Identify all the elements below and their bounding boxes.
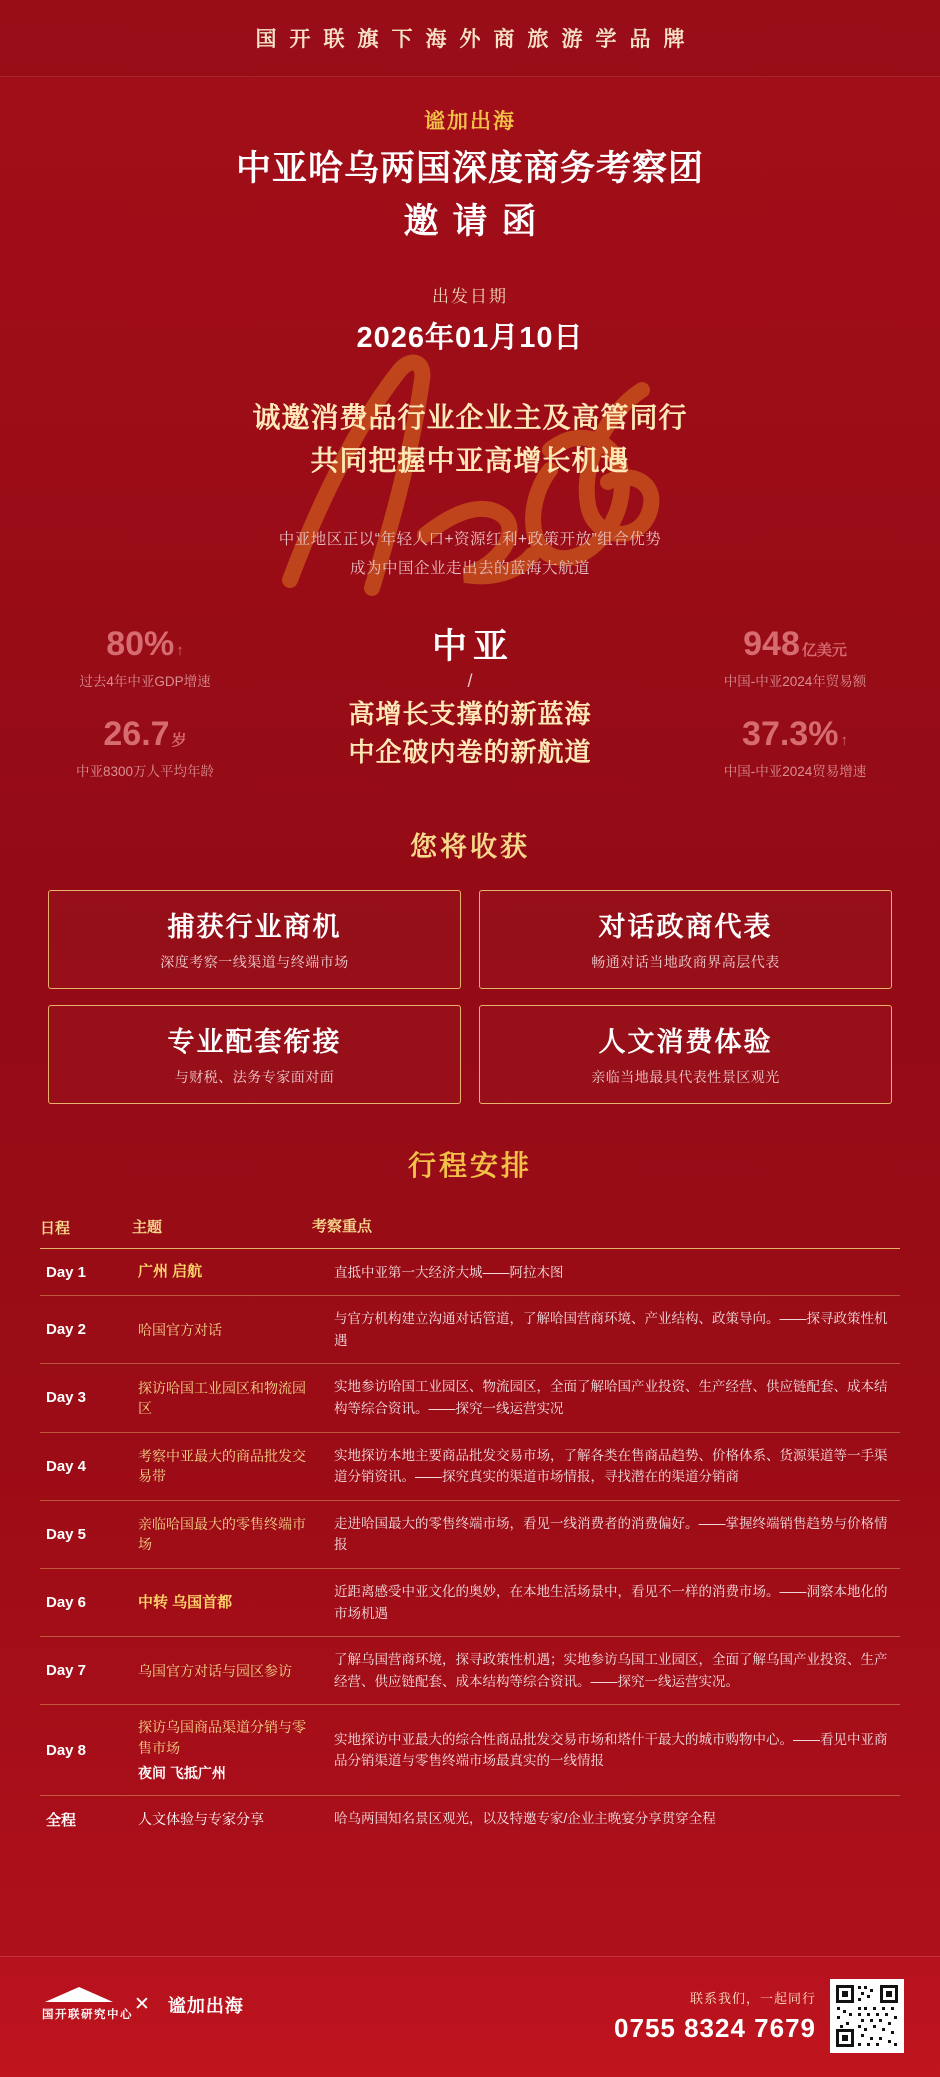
footer-brands (42, 1987, 244, 2022)
row-day: Day 6 (46, 1594, 87, 1612)
row-topic: 乌国官方对话与园区参访 (138, 1662, 292, 1679)
contact-label: 联系我们，一起同行 (689, 1991, 816, 2006)
row-focus: 实地探访本地主要商品批发交易市场，了解各类在售商品趋势、价格体系、货源渠道等一手渠道分销资讯。——探究真实的渠道市场情报，寻找潜在的渠道分销商 (334, 1447, 888, 1485)
header (0, 77, 940, 583)
table-row (40, 1433, 900, 1501)
column-header-topic: 主题 (132, 1218, 163, 1236)
center-claim-line-2: 中企破内卷的新航道 (348, 737, 592, 768)
page-subtitle: 邀请函 (403, 201, 551, 241)
row-day: 全程 (46, 1811, 77, 1829)
invitation-text (0, 396, 940, 483)
row-topic: 哈国官方对话 (138, 1321, 222, 1338)
row-day: Day 8 (46, 1741, 87, 1759)
schedule-table (40, 1206, 900, 1841)
stat-caption: 中国-中亚2024年贸易额 (723, 674, 867, 690)
row-focus: 实地探访中亚最大的综合性商品批发交易市场和塔什干最大的城市购物中心。——看见中亚商品分销渠道与零售终端市场最真实的一线情报 (334, 1731, 888, 1769)
stat-arrow: ↑ (840, 732, 848, 750)
row-focus: 直抵中亚第一大经济大城——阿拉木图 (334, 1264, 564, 1280)
table-row (40, 1296, 900, 1364)
row-day: Day 2 (46, 1321, 87, 1339)
row-day: Day 5 (46, 1525, 87, 1543)
invitation-line-1: 诚邀消费品行业企业主及高管同行 (252, 401, 688, 433)
stat-gdp-growth (30, 625, 260, 690)
row-day: Day 1 (46, 1263, 87, 1281)
table-row (40, 1705, 900, 1796)
stat-caption: 中亚8300万人平均年龄 (75, 764, 215, 780)
contact-phone[interactable]: 0755 8324 7679 (614, 2013, 816, 2043)
stat-trade-growth (680, 715, 910, 780)
benefit-card (479, 890, 892, 989)
row-topic: 探访哈国工业园区和物流园区 (138, 1379, 306, 1416)
center-claim (260, 619, 680, 771)
logo-label: 国开联研究中心 (42, 2009, 133, 2021)
benefit-card (48, 1005, 461, 1104)
stat-trade-volume (680, 625, 910, 690)
stat-value: 37.3% ↑ (742, 715, 848, 754)
row-topic: 探访乌国商品渠道分销与零售市场 夜间 飞抵广州 (138, 1705, 328, 1795)
table-row (40, 1796, 900, 1842)
lead-note (0, 525, 940, 584)
benefit-card (479, 1005, 892, 1104)
row-topic: 广州 启航 (138, 1263, 203, 1281)
roof-icon (45, 1987, 113, 2002)
stat-value: 80% ↑ (106, 625, 184, 664)
benefits-grid (48, 890, 892, 1104)
center-claim-divider: / (467, 671, 473, 692)
benefit-desc: 深度考察一线渠道与终端市场 (160, 954, 349, 971)
row-day: Day 3 (46, 1389, 87, 1407)
benefit-desc: 畅通对话当地政商界高层代表 (591, 954, 780, 971)
benefits-section-title: 您将收获 (410, 832, 530, 863)
stat-caption: 过去4年中亚GDP增速 (79, 674, 211, 690)
column-header-focus: 考察重点 (312, 1218, 373, 1236)
qr-code[interactable] (830, 1979, 904, 2053)
departure-label: 出发日期 (432, 286, 508, 306)
benefit-title: 对话政商代表 (598, 912, 773, 943)
row-focus: 近距离感受中亚文化的奥妙，在本地生活场景中，看见不一样的消费市场。——洞察本地化的市场机遇 (334, 1583, 888, 1621)
research-center-logo (42, 1987, 133, 2022)
stat-unit: 岁 (171, 732, 187, 750)
row-topic: 亲临哈国最大的零售终端市场 (138, 1516, 306, 1553)
departure-date: 2026年01月10日 (356, 321, 584, 354)
stat-value: 26.7 岁 (103, 715, 187, 754)
stat-value: 948 亿美元 (743, 625, 847, 664)
table-row (40, 1249, 900, 1296)
table-row (40, 1637, 900, 1705)
benefit-desc: 亲临当地最具代表性景区观光 (591, 1069, 780, 1086)
benefit-card (48, 890, 461, 989)
row-topic: 考察中亚最大的商品批发交易带 (138, 1447, 306, 1485)
row-focus: 与官方机构建立沟通对话管道，了解哈国营商环境、产业结构、政策导向。——探寻政策性机遇 (334, 1311, 888, 1348)
row-focus: 走进哈国最大的零售终端市场，看见一线消费者的消费偏好。——掌握终端销售趋势与价格情报 (334, 1515, 888, 1553)
top-banner-text: 国开联旗下海外商旅游学品牌 (255, 28, 698, 51)
stats-section (0, 619, 940, 799)
row-focus: 哈乌两国知名景区观光，以及特邀专家/企业主晚宴分享贯穿全程 (334, 1811, 716, 1827)
row-topic-extra: 夜间 飞抵广州 (138, 1764, 226, 1781)
contact-block (614, 1988, 816, 2044)
benefit-desc: 与财税、法务专家面对面 (174, 1069, 335, 1086)
table-row (40, 1364, 900, 1432)
invitation-line-2: 共同把握中亚高增长机遇 (310, 445, 630, 477)
benefit-title: 专业配套衔接 (167, 1027, 342, 1058)
center-claim-title: 中亚 (431, 627, 514, 667)
table-row (40, 1569, 900, 1637)
stat-unit: 亿美元 (801, 642, 847, 660)
lead-note-line-2: 成为中国企业走出去的蓝海大航道 (349, 560, 590, 578)
row-focus: 实地参访哈国工业园区、物流园区，全面了解哈国产业投资、生产经营、供应链配套、成本结构等综合资讯。——探究一线运营实况 (334, 1379, 888, 1416)
stat-caption: 中国-中亚2024贸易增速 (723, 764, 867, 780)
table-row (40, 1501, 900, 1569)
cross-icon: ✕ (134, 1994, 150, 2015)
footer-contact (614, 1979, 904, 2053)
schedule-section-title: 行程安排 (407, 1150, 532, 1182)
page-title: 中亚哈乌两国深度商务考察团 (235, 149, 704, 188)
benefit-title: 人文消费体验 (598, 1027, 773, 1058)
benefit-title: 捕获行业商机 (167, 912, 342, 943)
stat-arrow: ↑ (176, 642, 184, 660)
row-day: Day 4 (46, 1457, 87, 1475)
brand-name: 谧加出海 (424, 110, 516, 133)
row-topic: 中转 乌国首都 (138, 1593, 233, 1611)
top-banner (0, 0, 940, 77)
column-header-day: 日程 (40, 1219, 71, 1237)
partner-brand: 谧加出海 (167, 1995, 244, 2016)
row-topic: 人文体验与专家分享 (138, 1810, 264, 1827)
footer (0, 1956, 940, 2077)
table-header-row (40, 1206, 900, 1249)
row-focus: 了解乌国营商环境，探寻政策性机遇；实地参访乌国工业园区，全面了解乌国产业投资、生产经营、供应链配套、成本结构等综合资讯。——探究一线运营实况。 (334, 1652, 888, 1689)
center-claim-line-1: 高增长支撑的新蓝海 (348, 699, 592, 730)
stat-average-age (30, 715, 260, 780)
lead-note-line-1: 中亚地区正以“年轻人口+资源红利+政策开放”组合优势 (278, 530, 662, 548)
row-day: Day 7 (46, 1662, 87, 1680)
